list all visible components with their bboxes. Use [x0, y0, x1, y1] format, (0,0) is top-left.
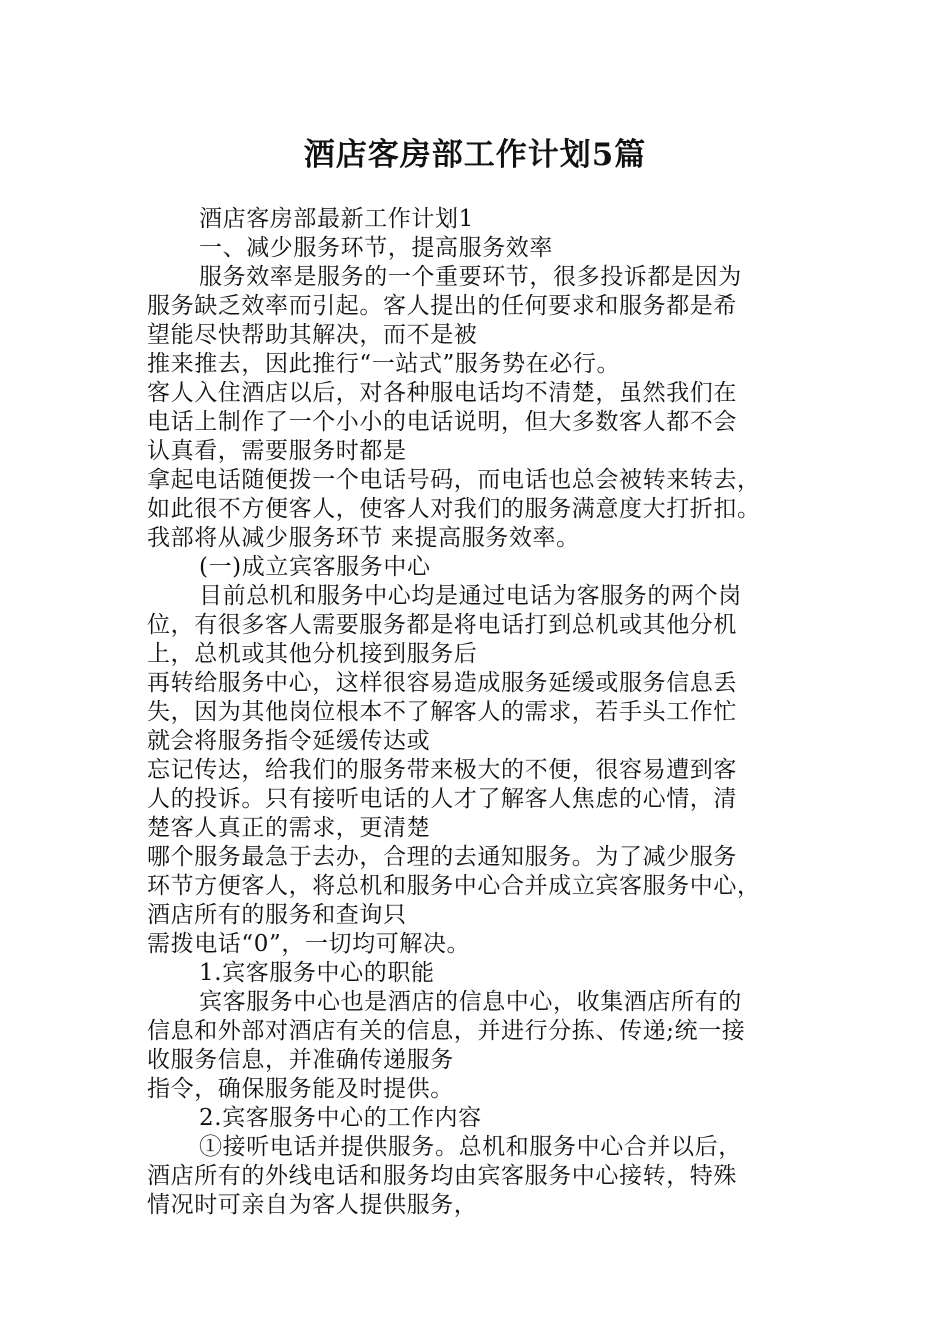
text-line: 1.宾客服务中心的职能: [199, 960, 435, 986]
text-line: 位，有很多客人需要服务都是将电话打到总机或其他分机: [147, 612, 737, 638]
text-line: 情况时可亲自为客人提供服务，: [147, 1192, 478, 1218]
text-line: 服务缺乏效率而引起。客人提出的任何要求和服务都是希: [147, 293, 737, 319]
text-line: 信息和外部对酒店有关的信息，并进行分拣、传递;统一接: [147, 1018, 746, 1044]
text-line: 推来推去，因此推行“一站式”服务势在必行。: [147, 351, 621, 377]
text-line: 一、减少服务环节，提高服务效率: [199, 235, 553, 261]
page-title: 酒店客房部工作计划5篇: [303, 137, 647, 173]
text-line: 楚客人真正的需求，更清楚: [147, 815, 431, 841]
text-line: 指令，确保服务能及时提供。: [147, 1076, 454, 1102]
text-line: 失，因为其他岗位根本不了解客人的需求，若手头工作忙: [147, 699, 737, 725]
text-line: 酒店所有的服务和查询只: [147, 902, 407, 928]
text-line: 需拨电话“0”，一切均可解决。: [147, 931, 471, 957]
text-line: 服务效率是服务的一个重要环节，很多投诉都是因为: [199, 264, 742, 290]
text-line: ①接听电话并提供服务。总机和服务中心合并以后，: [199, 1134, 742, 1160]
text-line: (一)成立宾客服务中心: [199, 554, 431, 580]
text-line: 再转给服务中心，这样很容易造成服务延缓或服务信息丢: [147, 670, 737, 696]
text-line: 收服务信息，并准确传递服务: [147, 1047, 454, 1073]
text-line: 我部将从减少服务环节 来提高服务效率。: [147, 525, 580, 551]
text-line: 哪个服务最急于去办，合理的去通知服务。为了减少服务: [147, 844, 737, 870]
text-line: 2.宾客服务中心的工作内容: [199, 1105, 482, 1131]
text-line: 酒店客房部最新工作计划1: [199, 206, 474, 232]
text-line: 望能尽快帮助其解决，而不是被: [147, 322, 478, 348]
text-line: 酒店所有的外线电话和服务均由宾客服务中心接转，特殊: [147, 1163, 737, 1189]
text-line: 电话上制作了一个小小的电话说明，但大多数客人都不会: [147, 409, 737, 435]
text-line: 如此很不方便客人，使客人对我们的服务满意度大打折扣。: [147, 496, 761, 522]
text-line: 就会将服务指令延缓传达或: [147, 728, 431, 754]
text-line: 目前总机和服务中心均是通过电话为客服务的两个岗: [199, 583, 742, 609]
document-body: [147, 205, 807, 1220]
text-line: 宾客服务中心也是酒店的信息中心，收集酒店所有的: [199, 989, 742, 1015]
text-line: 环节方便客人，将总机和服务中心合并成立宾客服务中心，: [147, 873, 761, 899]
text-line: 忘记传达，给我们的服务带来极大的不便，很容易遭到客: [147, 757, 737, 783]
text-line: 上，总机或其他分机接到服务后: [147, 641, 478, 667]
text-line: 客人入住酒店以后，对各种服电话均不清楚，虽然我们在: [147, 380, 737, 406]
text-line: 人的投诉。只有接听电话的人才了解客人焦虑的心情，清: [147, 786, 737, 812]
text-line: 认真看，需要服务时都是: [147, 438, 407, 464]
text-line: 拿起电话随便拨一个电话号码，而电话也总会被转来转去，: [147, 467, 761, 493]
